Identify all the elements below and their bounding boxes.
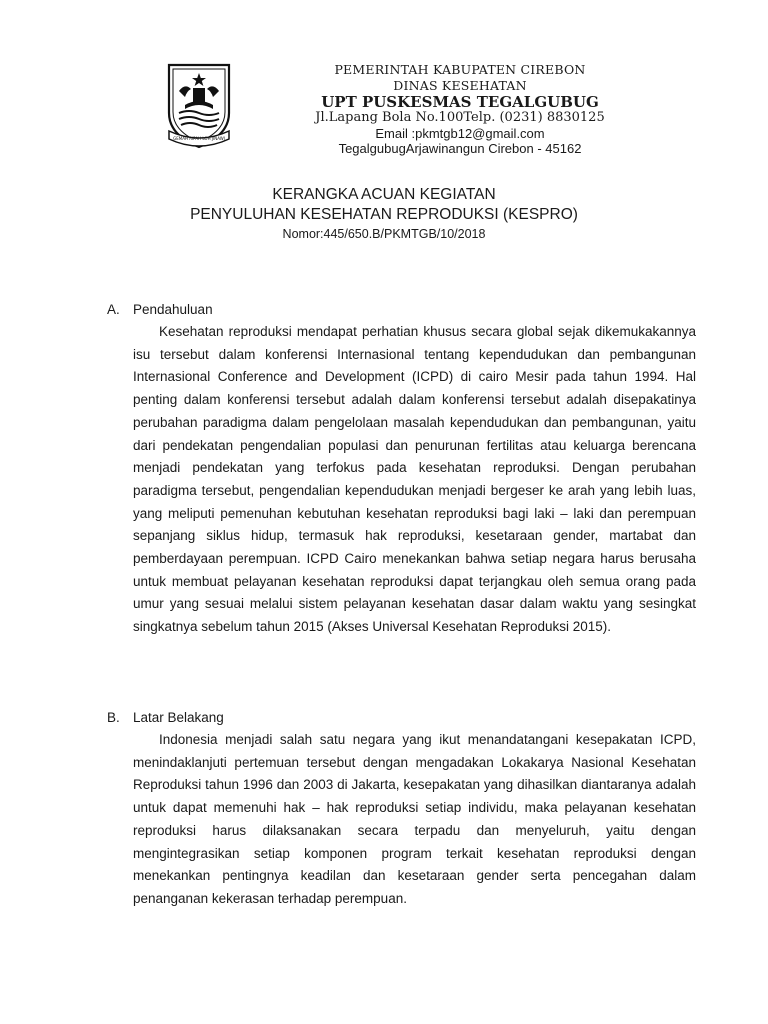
section-b-title: Latar Belakang [133, 710, 224, 725]
section-a-letter: A. [107, 302, 120, 317]
letterhead-address: Jl.Lapang Bola No.100Telp. (0231) 8830125 [315, 110, 605, 125]
document-title-line1: KERANGKA ACUAN KEGIATAN [272, 186, 496, 203]
letterhead-location: TegalgubugArjawinangun Cirebon - 45162 [338, 141, 582, 156]
regency-emblem-icon [163, 61, 235, 149]
logo-motto-text: GEMAH RIPAH LOH JINAWI [173, 136, 225, 141]
section-b-body: Indonesia menjadi salah satu negara yang ikut menandatangani kesepakatan ICPD, menindaklanjuti pertemuan tersebut dengan mengadakan Lokakarya Nasional Kesehatan Reproduksi tahun 1996 dan 2003 di Jakarta, kesepakatan yang dihasilkan diantaranya adalah untuk dapat memenuhi hak – hak reproduksi setiap individu, maka pelayanan kesehatan reproduksi harus dilaksanakan secara terpadu dan menyeluruh, yaitu dengan mengintegrasikan setiap komponen program terkait kesehatan reproduksi dengan menekankan pentingnya keadilan dan kesetaraan gender serta pencegahan dalam penanganan kekerasan terhadap perempuan. [133, 732, 696, 906]
section-a-heading [107, 302, 213, 317]
document-title-line2: PENYULUHAN KESEHATAN REPRODUKSI (KESPRO) [190, 206, 578, 223]
section-a-body: Kesehatan reproduksi mendapat perhatian khusus secara global sejak dikemukakannya isu tersebut dalam konferensi Internasional tentang kependudukan dan pembangunan Internasional Conference and Development (ICPD) di cairo Mesir pada tahun 1994. Hal penting dalam konferensi tersebut adalah dalam konferensi tersebut adalah disepakatinya perubahan paradigma dalam pengelolaan masalah kependudukan dan pembangunan, yaitu dari pendekatan pengendalian populasi dan penurunan fertilitas atau keluarga berencana menjadi pendekatan yang terfokus pada kesehatan reproduksi. Dengan perubahan paradigma tersebut, pengendalian kependudukan menjadi bergeser ke arah yang lebih luas, yang meliputi pemenuhan kebutuhan kesehatan reproduksi bagi laki – laki dan perempuan sepanjang siklus hidup, termasuk hak reproduksi, kesetaraan gender, martabat dan pemberdayaan perempuan. ICPD Cairo menekankan bahwa setiap negara harus berusaha untuk membuat pelayanan kesehatan reproduksi dapat terjangkau oleh semua orang pada umur yang sesuai melalui sistem pelayanan kesehatan dasar dalam waktu yang sesingkat singkatnya sebelum tahun 2015 (Akses Universal Kesehatan Reproduksi 2015). [133, 324, 696, 635]
letterhead-government: PEMERINTAH KABUPATEN CIREBON [334, 62, 586, 77]
section-a-title: Pendahuluan [133, 302, 213, 317]
document-number: Nomor:445/650.B/PKMTGB/10/2018 [282, 227, 486, 241]
letterhead-institution: UPT PUSKESMAS TEGALGUBUG [321, 93, 599, 111]
section-b-heading [107, 710, 224, 725]
section-b-letter: B. [107, 710, 120, 725]
letterhead-department: DINAS KESEHATAN [393, 78, 527, 93]
letterhead-email: Email :pkmtgb12@gmail.com [375, 126, 545, 141]
